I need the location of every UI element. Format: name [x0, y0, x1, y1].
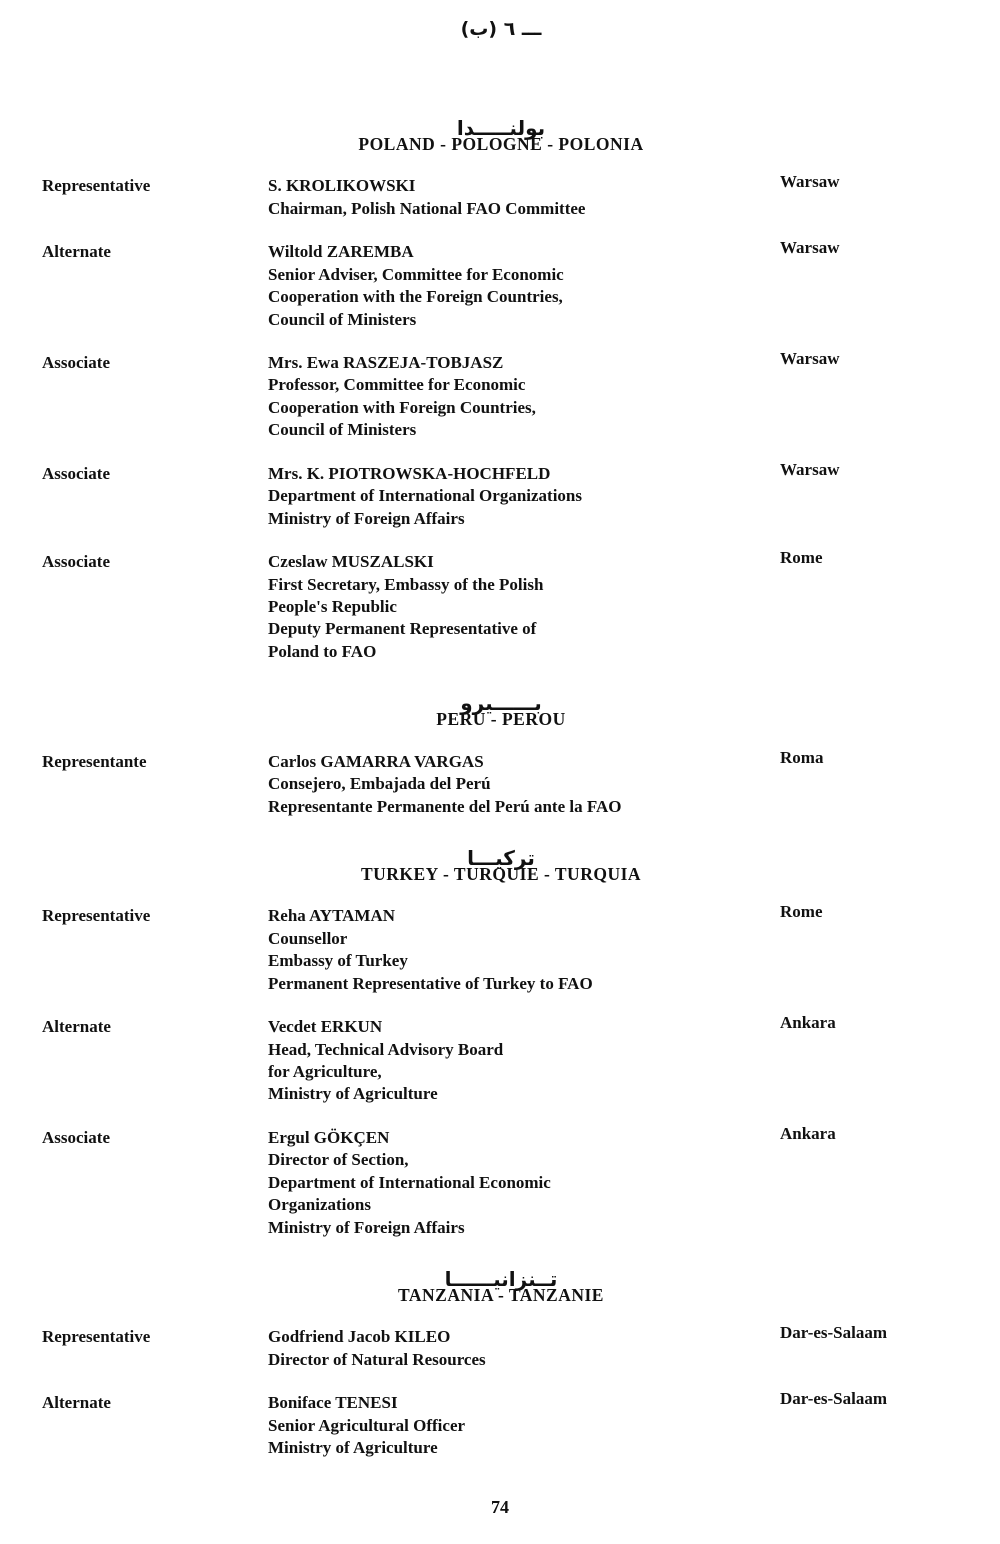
entry-detail-line: Consejero, Embajada del Perú — [268, 774, 491, 794]
page-number: 74 — [491, 1497, 509, 1517]
entry-city: Warsaw — [780, 459, 840, 479]
entry-detail-line: Ministry of Foreign Affairs — [268, 1217, 465, 1237]
entry-person — [268, 751, 780, 818]
entry-detail-line: Director of Natural Resources — [268, 1349, 486, 1369]
entry-city: Dar-es-Salaam — [780, 1389, 888, 1409]
page-header-arabic: (ب) ـــ ٦ — [460, 18, 542, 40]
entry-details — [268, 1149, 780, 1239]
entry-detail-line: Department of International Organizations — [268, 486, 583, 506]
entry-detail-line: Chairman, Polish National FAO Committee — [268, 198, 586, 218]
entry-detail-line: Professor, Committee for Economic — [268, 375, 526, 395]
entry-city: Warsaw — [780, 172, 840, 192]
entry-detail-line: Senior Agricultural Officer — [268, 1415, 466, 1435]
entry-person — [268, 1326, 780, 1371]
entry-detail-line: Director of Section, — [268, 1150, 409, 1170]
entry-name: Wiltold ZAREMBA — [268, 242, 414, 262]
entry-city: Ankara — [780, 1123, 836, 1143]
delegate-entry — [42, 548, 960, 663]
delegate-entry — [42, 1123, 960, 1239]
entry-details — [268, 1349, 780, 1371]
entry-city: Dar-es-Salaam — [780, 1323, 888, 1343]
section-heading — [42, 845, 960, 884]
delegate-entry — [42, 172, 960, 220]
delegate-entry — [42, 1013, 960, 1106]
entry-detail-line: First Secretary, Embassy of the Polish — [268, 574, 544, 594]
entry-name: Boniface TENESI — [268, 1393, 398, 1413]
entry-detail-line: Department of International Economic — [268, 1172, 551, 1192]
entry-person — [268, 463, 780, 530]
section-heading — [42, 693, 960, 728]
entry-name: Carlos GAMARRA VARGAS — [268, 751, 484, 771]
entry-person — [268, 1016, 780, 1106]
entry-details — [268, 574, 780, 664]
section-title: TURKEY - TURQUIE - TURQUIA — [360, 863, 642, 884]
entry-role: Alternate — [42, 242, 111, 262]
entry-detail-line: Council of Ministers — [268, 420, 417, 440]
entry-detail-line: Ministry of Agriculture — [268, 1438, 438, 1458]
section-title: TANZANIA - TANZANIE — [398, 1285, 604, 1305]
entry-name: S. KROLIKOWSKI — [268, 176, 416, 196]
entry-name: Czeslaw MUSZALSKI — [268, 552, 434, 572]
entry-name: Reha AYTAMAN — [268, 906, 396, 926]
delegate-entry — [42, 459, 960, 530]
entry-detail-line: Head, Technical Advisory Board — [268, 1039, 504, 1059]
delegate-entry — [42, 349, 960, 442]
section-title: PERU - PEROU — [436, 709, 566, 730]
entry-city: Warsaw — [780, 238, 840, 258]
entry-city: Ankara — [780, 1013, 836, 1033]
section-arabic-title: تركيـــا — [467, 845, 535, 870]
entry-detail-line: Ministry of Agriculture — [268, 1084, 438, 1104]
entry-details — [268, 773, 780, 818]
entry-role: Associate — [42, 552, 110, 572]
entry-detail-line: Counsellor — [268, 928, 348, 948]
entry-details — [268, 928, 780, 995]
entry-list — [42, 747, 960, 818]
entry-city: Rome — [780, 902, 823, 922]
entry-detail-line: Poland to FAO — [268, 641, 377, 661]
entry-detail-line: Deputy Permanent Representative of — [268, 619, 537, 639]
entry-name: Vecdet ERKUN — [268, 1017, 383, 1037]
entry-person — [268, 551, 780, 663]
entry-detail-line: Council of Ministers — [268, 309, 417, 329]
entry-role: Alternate — [42, 1393, 111, 1413]
entry-details — [268, 1039, 780, 1106]
country-section — [42, 845, 960, 1239]
entry-details — [268, 485, 780, 530]
entry-role: Associate — [42, 1127, 110, 1147]
entry-role: Associate — [42, 353, 110, 372]
entry-person — [268, 1392, 780, 1459]
entry-details — [268, 1415, 780, 1460]
entry-detail-line: Cooperation with Foreign Countries, — [268, 397, 536, 417]
entry-city: Warsaw — [780, 349, 840, 368]
entry-role: Representative — [42, 176, 151, 196]
entry-details — [268, 264, 780, 331]
section-title: POLAND - POLOGNE - POLONIA — [358, 134, 644, 154]
section-heading — [42, 1269, 960, 1304]
section-heading — [42, 118, 960, 153]
entry-person — [268, 241, 780, 331]
delegate-entry — [42, 747, 960, 818]
entry-name: Godfriend Jacob KILEO — [268, 1327, 451, 1347]
entry-person — [268, 175, 780, 220]
entry-role: Representante — [42, 751, 147, 771]
delegate-entry — [42, 1323, 960, 1371]
sections — [42, 118, 960, 1460]
entry-role: Representative — [42, 1327, 151, 1347]
entry-person — [268, 1127, 780, 1239]
entry-city: Rome — [780, 548, 823, 568]
entry-name: Mrs. K. PIOTROWSKA-HOCHFELD — [268, 463, 551, 483]
section-arabic-title: بولنـــــدا — [456, 116, 546, 140]
section-arabic-title: تــنزانيــــــا — [444, 1267, 558, 1291]
country-section — [42, 693, 960, 818]
entry-detail-line: Representante Permanente del Perú ante la FAO — [268, 796, 622, 816]
entry-name: Ergul GÖKÇEN — [268, 1127, 390, 1147]
delegate-entry — [42, 238, 960, 331]
delegate-entry — [42, 902, 960, 995]
entry-person — [268, 905, 780, 995]
entry-detail-line: Ministry of Foreign Affairs — [268, 508, 465, 528]
delegate-entry — [42, 1389, 960, 1459]
entry-person — [268, 352, 780, 442]
entry-name: Mrs. Ewa RASZEJA-TOBJASZ — [268, 353, 504, 372]
country-section — [42, 1269, 960, 1460]
entry-detail-line: Organizations — [268, 1195, 371, 1215]
entry-detail-line: Permanent Representative of Turkey to FAO — [268, 973, 593, 993]
entry-detail-line: Senior Adviser, Committee for Economic — [268, 264, 564, 284]
entry-detail-line: Embassy of Turkey — [268, 951, 408, 971]
entry-detail-line: for Agriculture, — [268, 1061, 382, 1081]
entry-detail-line: People's Republic — [268, 596, 397, 616]
entry-role: Alternate — [42, 1017, 111, 1037]
entry-details — [268, 198, 780, 220]
entry-details — [268, 374, 780, 441]
section-arabic-title: بــــــيرو — [460, 691, 542, 716]
entry-role: Representative — [42, 906, 151, 926]
entry-city: Roma — [780, 747, 824, 767]
country-section — [42, 118, 960, 663]
entry-list — [42, 172, 960, 663]
entry-role: Associate — [42, 463, 110, 483]
entry-list — [42, 902, 960, 1239]
entry-list — [42, 1323, 960, 1459]
entry-detail-line: Cooperation with the Foreign Countries, — [268, 287, 563, 307]
